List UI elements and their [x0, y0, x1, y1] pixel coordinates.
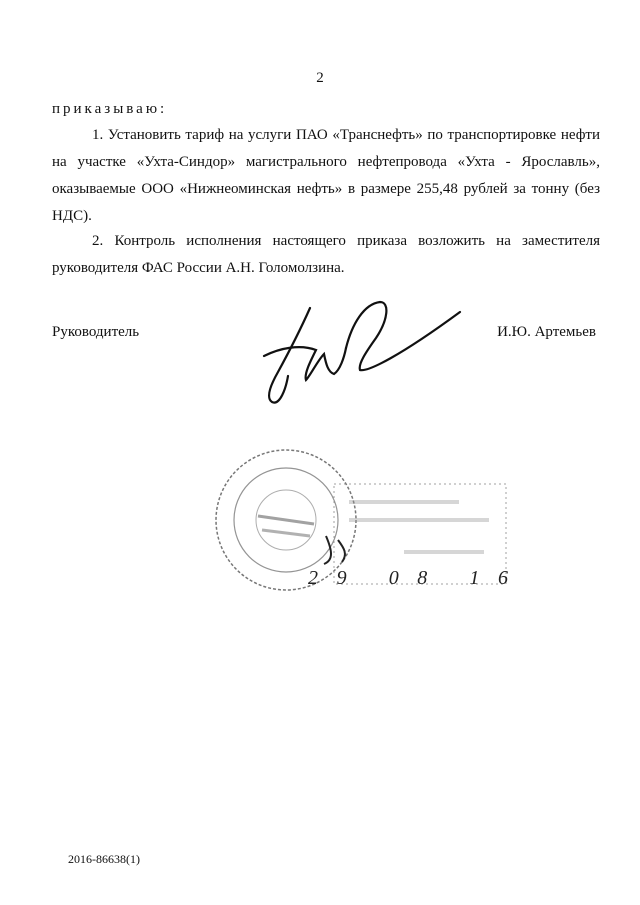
paragraph-1-text: Установить тариф на услуги ПАО «Транснефть» по транспортировке нефти на участке «Ухта-Синдор» магистрального нефтепровода «Ухта - Ярославль», оказываемые ООО «Нижнеоминская нефть» в размере 255,48 рублей за тонну (без НДС). [52, 127, 601, 224]
approval-stamp [214, 440, 514, 600]
paragraph-1 [52, 122, 600, 230]
intro-text: приказываю: [52, 101, 168, 117]
page-number: 2 [316, 70, 324, 86]
document-number: 2016-86638(1) [68, 852, 140, 866]
signatory-name: И.Ю. Артемьев [497, 324, 596, 340]
paragraph-1-number: 1. [92, 127, 104, 143]
paragraph-2-text: Контроль исполнения настоящего приказа возложить на заместителя руководителя ФАС России А.Н. Голомолзина. [52, 233, 600, 276]
paragraph-2 [52, 228, 600, 282]
handwritten-signature [240, 290, 470, 410]
signatory-position: Руководитель [52, 324, 140, 340]
stamp-handwritten-date: 29 08 16 [308, 567, 508, 589]
paragraph-2-number: 2. [92, 233, 104, 249]
